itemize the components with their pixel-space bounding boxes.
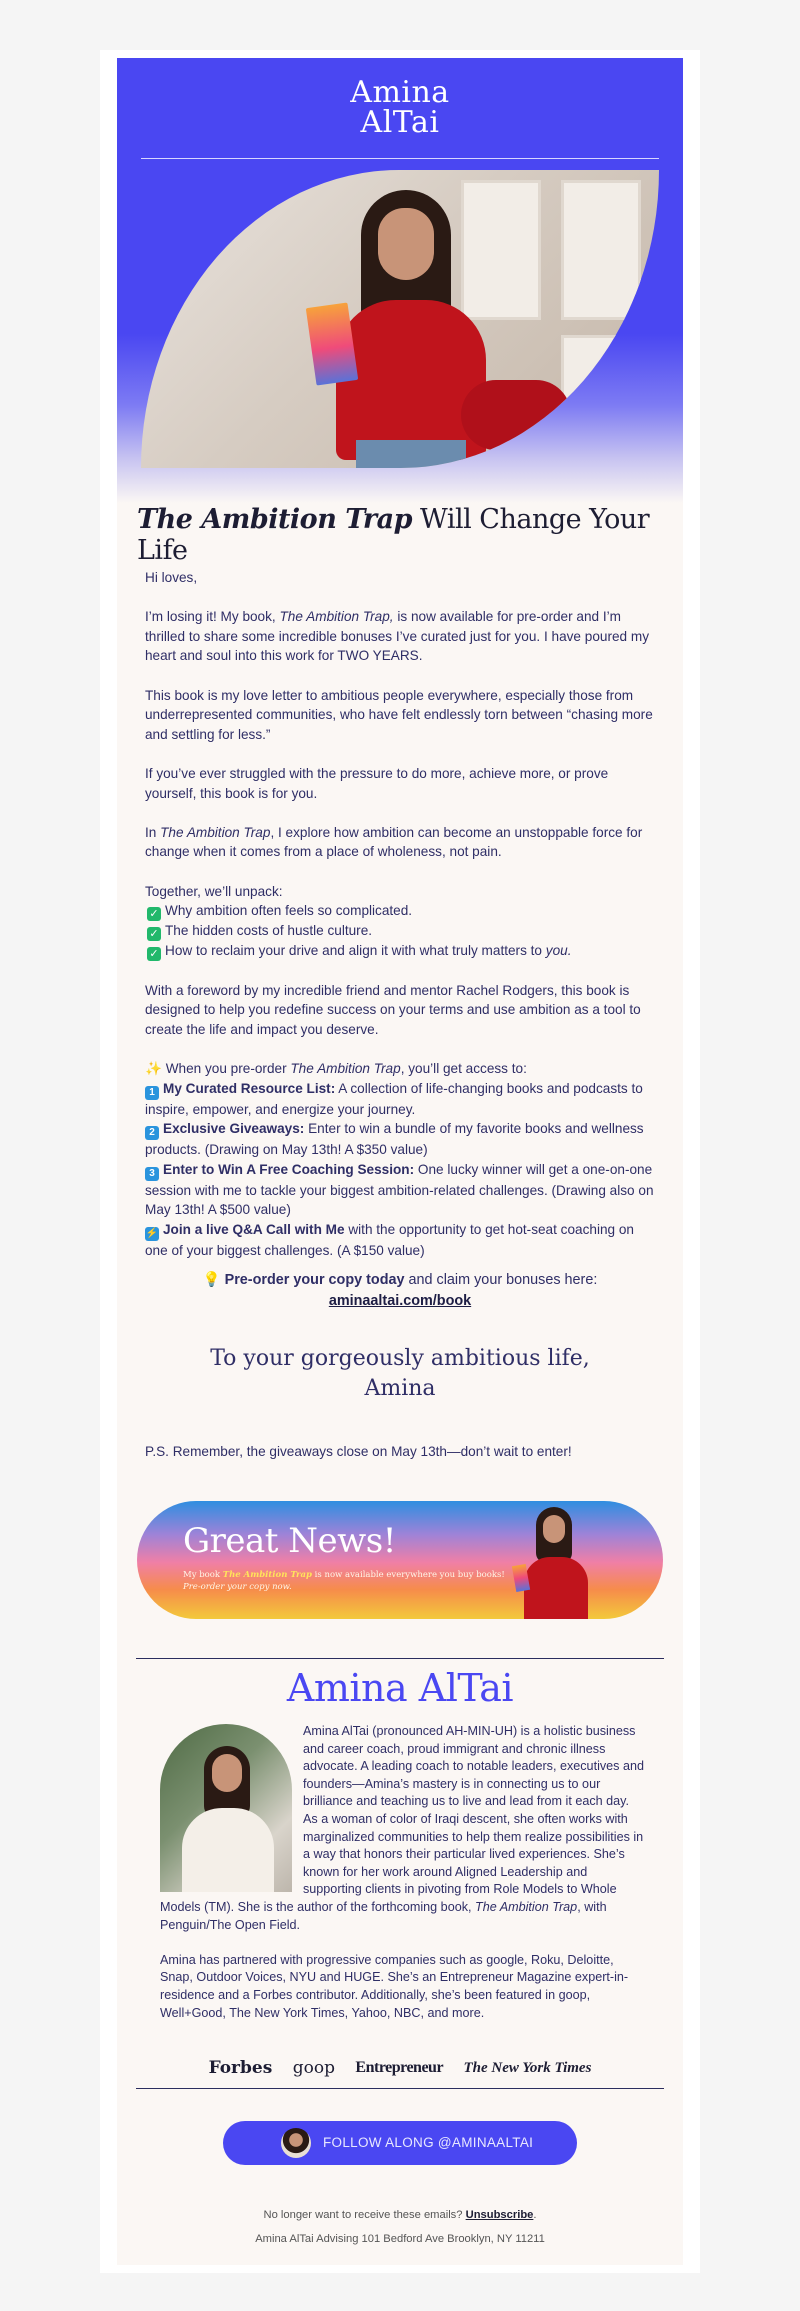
paragraph-5: With a foreword by my incredible friend and mentor Rachel Rodgers, this book is designed to help you redefine success on your terms and use ambition as a tool to create the life and impact you deserve.: [145, 982, 641, 1037]
wall-panel: [461, 180, 541, 320]
paragraph-2: This book is my love letter to ambitious people everywhere, especially those from underrepresented communities, who have felt endlessly torn between “chasing more and settling for less.”: [145, 687, 653, 742]
lightbulb-icon: 💡: [202, 1272, 221, 1288]
book-cover-image: [306, 302, 358, 385]
email-outer: [100, 50, 700, 2273]
bonus-item: 1 My Curated Resource List: A collection of life-changing books and podcasts to inspire, empower, and energize your journey.: [145, 1080, 643, 1117]
check-icon: ✓: [147, 907, 161, 921]
bonus-item: 3 Enter to Win A Free Coaching Session: One lucky winner will get a one-on-one session with me to tackle your biggest ambition-related challenges. (Drawing also on May 13th! A $500 value): [145, 1161, 654, 1218]
nyt-logo: The New York Times: [463, 2059, 592, 2076]
lightning-icon: ⚡: [145, 1228, 159, 1240]
logo[interactable]: [117, 75, 683, 140]
portrait-top: [336, 300, 486, 460]
logo-line2: AlTai: [360, 105, 440, 140]
footer-address: Amina AlTai Advising 101 Bedford Ave Brooklyn, NY 11211: [255, 2233, 545, 2245]
unsubscribe-line: No longer want to receive these emails? Unsubscribe.: [263, 2209, 537, 2221]
banner-subtitle: My book The Ambition Trap is now available everywhere you buy books! Pre-order your copy now.: [183, 1570, 505, 1592]
number-2-icon: 2: [145, 1126, 159, 1140]
great-news-banner[interactable]: [137, 1501, 663, 1619]
postscript: P.S. Remember, the giveaways close on May 13th—don’t wait to enter!: [145, 1444, 572, 1459]
logo-line1: Amina: [350, 75, 450, 110]
letter-body: [145, 568, 655, 1261]
divider: [136, 2088, 664, 2089]
header-divider: [141, 158, 659, 159]
follow-label: FOLLOW ALONG @AMINAALTAI: [323, 2135, 534, 2150]
bio-paragraph-1: Amina AlTai (pronounced AH-MIN-UH) is a holistic business and career coach, proud immigrant and chronic illness advocate. A leading coach to notable leaders, executives and founders—Amina’s mastery is in connecting us to our brilliance and teaching us to live and lead from it each day. As a woman of color of Iraqi descent, she often works with marginalized communities to help them realize possibilities in a way that honors their particular lived experiences. She’s known for her work around Aligned Leadership and supporting clients in pivoting from Role Models to Whole Models (TM). She is the author of the forthcoming book, The Ambition Trap, with Penguin/The Open Field.: [160, 1724, 644, 1932]
bio-name: Amina AlTai: [286, 1666, 514, 1710]
portrait-sleeve: [461, 380, 571, 450]
title-italic: The Ambition Trap: [137, 504, 412, 535]
forbes-logo: Forbes: [208, 2058, 273, 2078]
paragraph-1: I’m losing it! My book, The Ambition Trap, is now available for pre-order and I’m thrilled to share some incredible bonuses I’ve curated just for you. I have poured my heart and soul into this work for TWO YEARS.: [145, 609, 649, 664]
bonus-item: 2 Exclusive Giveaways: Enter to win a bundle of my favorite books and wellness products. (Drawing on May 13th! A $350 value): [145, 1121, 644, 1158]
list-item: ✓ The hidden costs of hustle culture.: [145, 921, 655, 941]
hero-photo: [141, 170, 659, 468]
portrait-face: [378, 208, 434, 280]
wall-panel: [561, 335, 641, 455]
check-icon: ✓: [147, 927, 161, 941]
signoff: To your gorgeously ambitious life, Amina: [210, 1346, 590, 1401]
unsubscribe-link[interactable]: Unsubscribe: [465, 2209, 534, 2221]
email-body: [117, 58, 683, 2265]
cta-bold: Pre-order your copy today: [224, 1272, 405, 1288]
number-1-icon: 1: [145, 1086, 159, 1100]
bonus-item: ⚡ Join a live Q&A Call with Me with the opportunity to get hot-seat coaching on one of your biggest challenges. (A $150 value): [145, 1222, 634, 1259]
bio-text: [160, 1723, 646, 2040]
unpack-intro: Together, we’ll unpack:: [145, 883, 283, 899]
goop-logo: goop: [292, 2058, 335, 2078]
greeting: Hi loves,: [145, 570, 198, 585]
preorder-link[interactable]: aminaaltai.com/book: [328, 1293, 472, 1309]
list-item: ✓ How to reclaim your drive and align it with what truly matters to you.: [145, 941, 655, 961]
page-title: [137, 504, 677, 566]
banner-title: Great News!: [183, 1521, 396, 1561]
paragraph-4: In The Ambition Trap, I explore how ambition can become an unstoppable force for change when it comes from a place of wholeness, not pain.: [145, 824, 643, 860]
wall-panel: [561, 180, 641, 320]
number-3-icon: 3: [145, 1167, 159, 1181]
press-logos: [117, 2058, 683, 2078]
paragraph-3: If you’ve ever struggled with the pressure to do more, achieve more, or prove yourself, this book is for you.: [145, 765, 609, 801]
bonus-intro: ✨ When you pre-order The Ambition Trap, you’ll get access to:: [145, 1061, 527, 1077]
check-icon: ✓: [147, 947, 161, 961]
title-rest: Will Change Your Life: [137, 504, 650, 566]
bio-paragraph-2: Amina has partnered with progressive companies such as google, Roku, Deloitte, Snap, Outdoor Voices, NYU and HUGE. She’s an Entrepreneur Magazine expert-in-residence and a Forbes contributor. Additionally, she’s been featured in goop, Well+Good, The New York Times, Yahoo, NBC, and more.: [160, 1952, 629, 2020]
hero-header: [117, 58, 683, 503]
divider: [136, 1658, 664, 1659]
entrepreneur-logo: Entrepreneur: [355, 2059, 444, 2076]
list-item: ✓ Why ambition often feels so complicated.: [145, 901, 655, 921]
banner-portrait: [512, 1507, 598, 1619]
avatar: [281, 2128, 311, 2158]
preorder-cta: 💡 Pre-order your copy today and claim your bonuses here: aminaaltai.com/book: [202, 1272, 598, 1309]
portrait-jeans: [356, 440, 466, 468]
follow-button[interactable]: [223, 2121, 577, 2165]
